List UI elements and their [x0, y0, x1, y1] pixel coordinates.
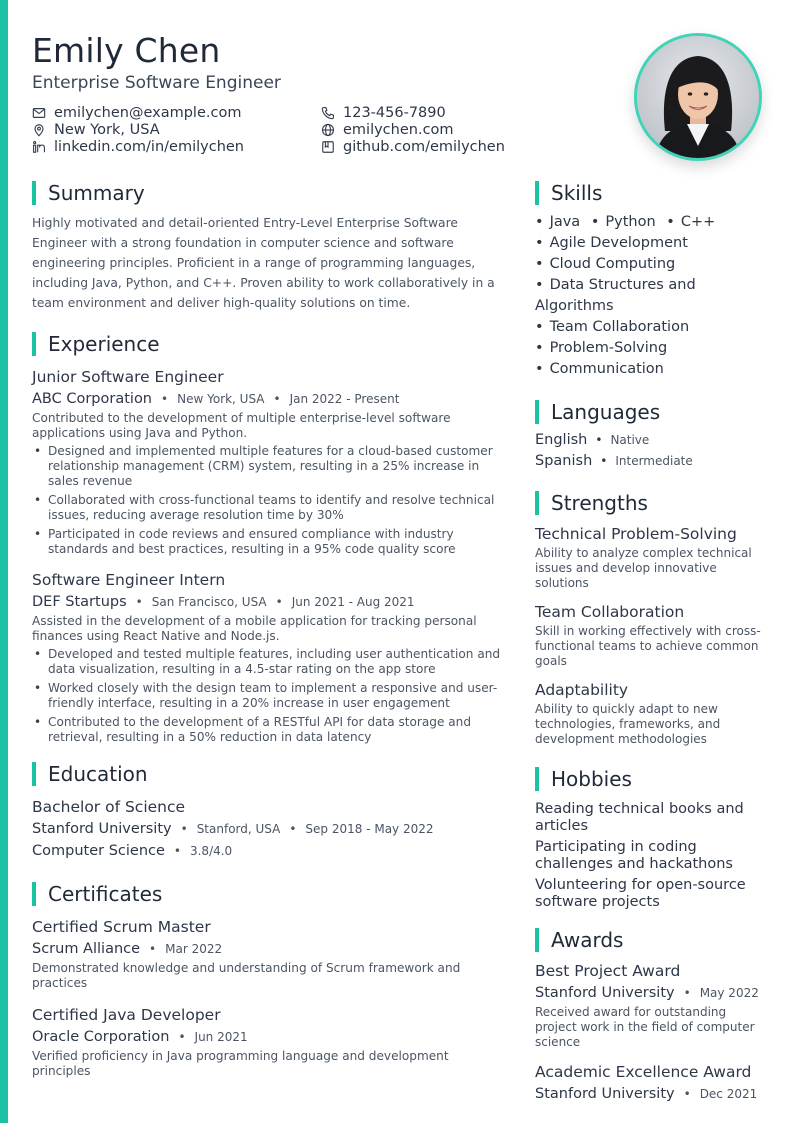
education-section	[32, 761, 507, 861]
job-description: Contributed to the development of multiple enterprise-level software applications using Java and Python.	[32, 411, 451, 440]
education-entry	[32, 797, 507, 861]
list-item: • Worked closely with the design team to implement a responsive and user-friendly interface, resulting in a 20% increase in user engagement	[32, 681, 507, 711]
job-meta: ABC Corporation • New York, USA • Jan 2022 - Present	[32, 391, 400, 407]
awards-section	[535, 927, 770, 1104]
mail-icon	[32, 106, 46, 120]
experience-heading: Experience	[32, 331, 507, 357]
gpa: 3.8/4.0	[189, 844, 233, 858]
accent-bar	[0, 0, 8, 1123]
hobbies-heading: Hobbies	[535, 766, 770, 792]
job-bullets	[32, 444, 507, 557]
school: Stanford University	[32, 821, 172, 837]
job-company: ABC Corporation	[32, 391, 153, 407]
award-item	[535, 1062, 770, 1104]
list-item: • Collaborated with cross-functional teams to identify and resolve technical issues, reducing average resolution time by 30%	[32, 493, 507, 523]
language-name: English	[535, 432, 588, 448]
strength-description: Skill in working effectively with cross-functional teams to achieve common goals	[535, 624, 761, 668]
languages-heading: Languages	[535, 399, 770, 425]
job-bullets	[32, 647, 507, 745]
skill-item: Cloud Computing	[549, 256, 676, 272]
strengths-section	[535, 490, 770, 747]
certificate-entry	[32, 1005, 507, 1079]
contact-linkedin-text: linkedin.com/in/emilychen	[54, 139, 244, 155]
job-title: Software Engineer Intern	[32, 571, 226, 589]
language-level: Intermediate	[615, 454, 693, 468]
certificate-description: Demonstrated knowledge and understanding of Scrum framework and practices	[32, 961, 461, 990]
skill-bullet: •	[666, 214, 675, 230]
contact-location-text: New York, USA	[54, 122, 160, 138]
languages-section	[535, 399, 770, 472]
award-title: Academic Excellence Award	[535, 1063, 752, 1081]
job-meta: DEF Startups • San Francisco, USA • Jun 2021 - Aug 2021	[32, 594, 415, 610]
degree: Bachelor of Science	[32, 798, 186, 816]
school-location: Stanford, USA	[196, 822, 281, 836]
skill-item: Team Collaboration	[549, 319, 690, 335]
strength-description: Ability to quickly adapt to new technologies, frameworks, and development methodologies	[535, 702, 721, 746]
strength-title: Team Collaboration	[535, 603, 685, 621]
left-column	[32, 180, 507, 1079]
award-title: Best Project Award	[535, 962, 681, 980]
skill-bullet: •	[535, 340, 544, 356]
awards-heading: Awards	[535, 927, 770, 953]
list-item: • Designed and implemented multiple features for a cloud-based customer relationship management (CRM) system, resulting in a 25% increase in sales revenue	[32, 444, 507, 489]
certificates-heading: Certificates	[32, 881, 507, 907]
resume-header	[32, 30, 612, 161]
contact-email-text: emilychen@example.com	[54, 105, 242, 121]
award-issuer: Stanford University	[535, 1086, 675, 1102]
candidate-title: Enterprise Software Engineer	[32, 73, 281, 93]
award-item	[535, 961, 770, 1050]
contact-phone-text: 123-456-7890	[343, 105, 446, 121]
list-item: • Developed and tested multiple features, including user authentication and data visualization, resulting in a 4.5-star rating on the app store	[32, 647, 507, 677]
education-meta: Stanford University • Stanford, USA • Sep 2018 - May 2022	[32, 821, 434, 837]
certificate-name: Certified Scrum Master	[32, 918, 211, 936]
contact-website-text: emilychen.com	[343, 122, 454, 138]
hobby-item: Reading technical books and articles	[535, 801, 744, 834]
certificate-name: Certified Java Developer	[32, 1006, 221, 1024]
award-meta: Stanford University • Dec 2021	[535, 1086, 758, 1102]
skill-bullet: •	[535, 256, 544, 272]
skill-item: Communication	[549, 361, 664, 377]
language-level: Native	[610, 433, 650, 447]
certificate-date: Jun 2021	[194, 1030, 248, 1044]
skill-item: Python	[605, 214, 656, 230]
summary-text: Highly motivated and detail-oriented Entry-Level Enterprise Software Engineer with a strong foundation in computer science and software engineering principles. Proficient in a range of programming languages, including Java, Python, and C++. Proven ability to work collaboratively in a team environment and deliver high-quality solutions on time.	[32, 216, 495, 310]
job-entry	[32, 570, 507, 745]
award-description: Received award for outstanding project work in the field of computer science	[535, 1005, 755, 1049]
certificate-description: Verified proficiency in Java programming language and development principles	[32, 1049, 449, 1078]
skill-bullet: •	[535, 214, 544, 230]
award-date: May 2022	[699, 986, 759, 1000]
education-field-row: Computer Science • 3.8/4.0	[32, 843, 233, 859]
list-item: • Contributed to the development of a RESTful API for data storage and retrieval, resulting in a 50% reduction in data latency	[32, 715, 507, 745]
strength-description: Ability to analyze complex technical issues and develop innovative solutions	[535, 546, 752, 590]
education-dates: Sep 2018 - May 2022	[305, 822, 434, 836]
skill-item: Data Structures and Algorithms	[535, 277, 696, 314]
avatar	[637, 36, 759, 158]
linkedin-icon	[32, 140, 46, 154]
skill-item: Java	[549, 214, 581, 230]
job-dates: Jun 2021 - Aug 2021	[291, 595, 415, 609]
strengths-heading: Strengths	[535, 490, 770, 516]
strength-title: Adaptability	[535, 681, 629, 699]
job-location: San Francisco, USA	[151, 595, 267, 609]
strength-item	[535, 524, 770, 591]
skill-bullet: •	[535, 235, 544, 251]
skills-section	[535, 180, 770, 380]
strength-item	[535, 680, 770, 747]
phone-icon	[321, 106, 335, 120]
github-icon	[321, 140, 335, 154]
job-description: Assisted in the development of a mobile application for tracking personal finances using React Native and Node.js.	[32, 614, 477, 643]
hobby-item: Participating in coding challenges and hackathons	[535, 839, 733, 872]
skill-item: C++	[680, 214, 716, 230]
map-pin-icon	[32, 123, 46, 137]
strength-item	[535, 602, 770, 669]
language-name: Spanish	[535, 453, 593, 469]
contact-github-text: github.com/emilychen	[343, 139, 505, 155]
certificate-meta: Scrum Alliance • Mar 2022	[32, 941, 223, 957]
job-location: New York, USA	[177, 392, 265, 406]
summary-section	[32, 180, 507, 313]
job-company: DEF Startups	[32, 594, 127, 610]
hobbies-section	[535, 766, 770, 911]
certificate-entry	[32, 917, 507, 991]
candidate-name: Emily Chen	[32, 31, 221, 70]
certificate-date: Mar 2022	[165, 942, 223, 956]
field-of-study: Computer Science	[32, 843, 165, 859]
skill-bullet: •	[535, 361, 544, 377]
job-entry	[32, 367, 507, 557]
skill-item: Agile Development	[549, 235, 688, 251]
skills-heading: Skills	[535, 180, 770, 206]
certificates-section	[32, 881, 507, 1079]
hobby-item: Volunteering for open-source software projects	[535, 877, 746, 910]
skill-bullet: •	[590, 214, 600, 230]
skill-item: Problem-Solving	[549, 340, 668, 356]
skill-bullet: •	[535, 277, 544, 293]
award-date: Dec 2021	[699, 1087, 758, 1101]
job-title: Junior Software Engineer	[32, 368, 224, 386]
award-meta: Stanford University • May 2022	[535, 985, 759, 1001]
language-item: English • Native	[535, 432, 650, 448]
right-column	[535, 180, 770, 1104]
award-issuer: Stanford University	[535, 985, 675, 1001]
summary-heading: Summary	[32, 180, 507, 206]
contact-list	[32, 105, 612, 161]
list-item: • Participated in code reviews and ensured compliance with industry standards and best practices, resulting in a 95% code quality score	[32, 527, 507, 557]
strength-title: Technical Problem-Solving	[535, 525, 737, 543]
education-heading: Education	[32, 761, 507, 787]
globe-icon	[321, 123, 335, 137]
profile-photo	[634, 33, 762, 161]
skill-bullet: •	[535, 319, 544, 335]
certificate-issuer: Scrum Alliance	[32, 941, 141, 957]
skills-list	[535, 212, 770, 380]
job-dates: Jan 2022 - Present	[289, 392, 400, 406]
certificate-issuer: Oracle Corporation	[32, 1029, 170, 1045]
certificate-meta: Oracle Corporation • Jun 2021	[32, 1029, 248, 1045]
experience-section	[32, 331, 507, 745]
language-item: Spanish • Intermediate	[535, 453, 693, 469]
